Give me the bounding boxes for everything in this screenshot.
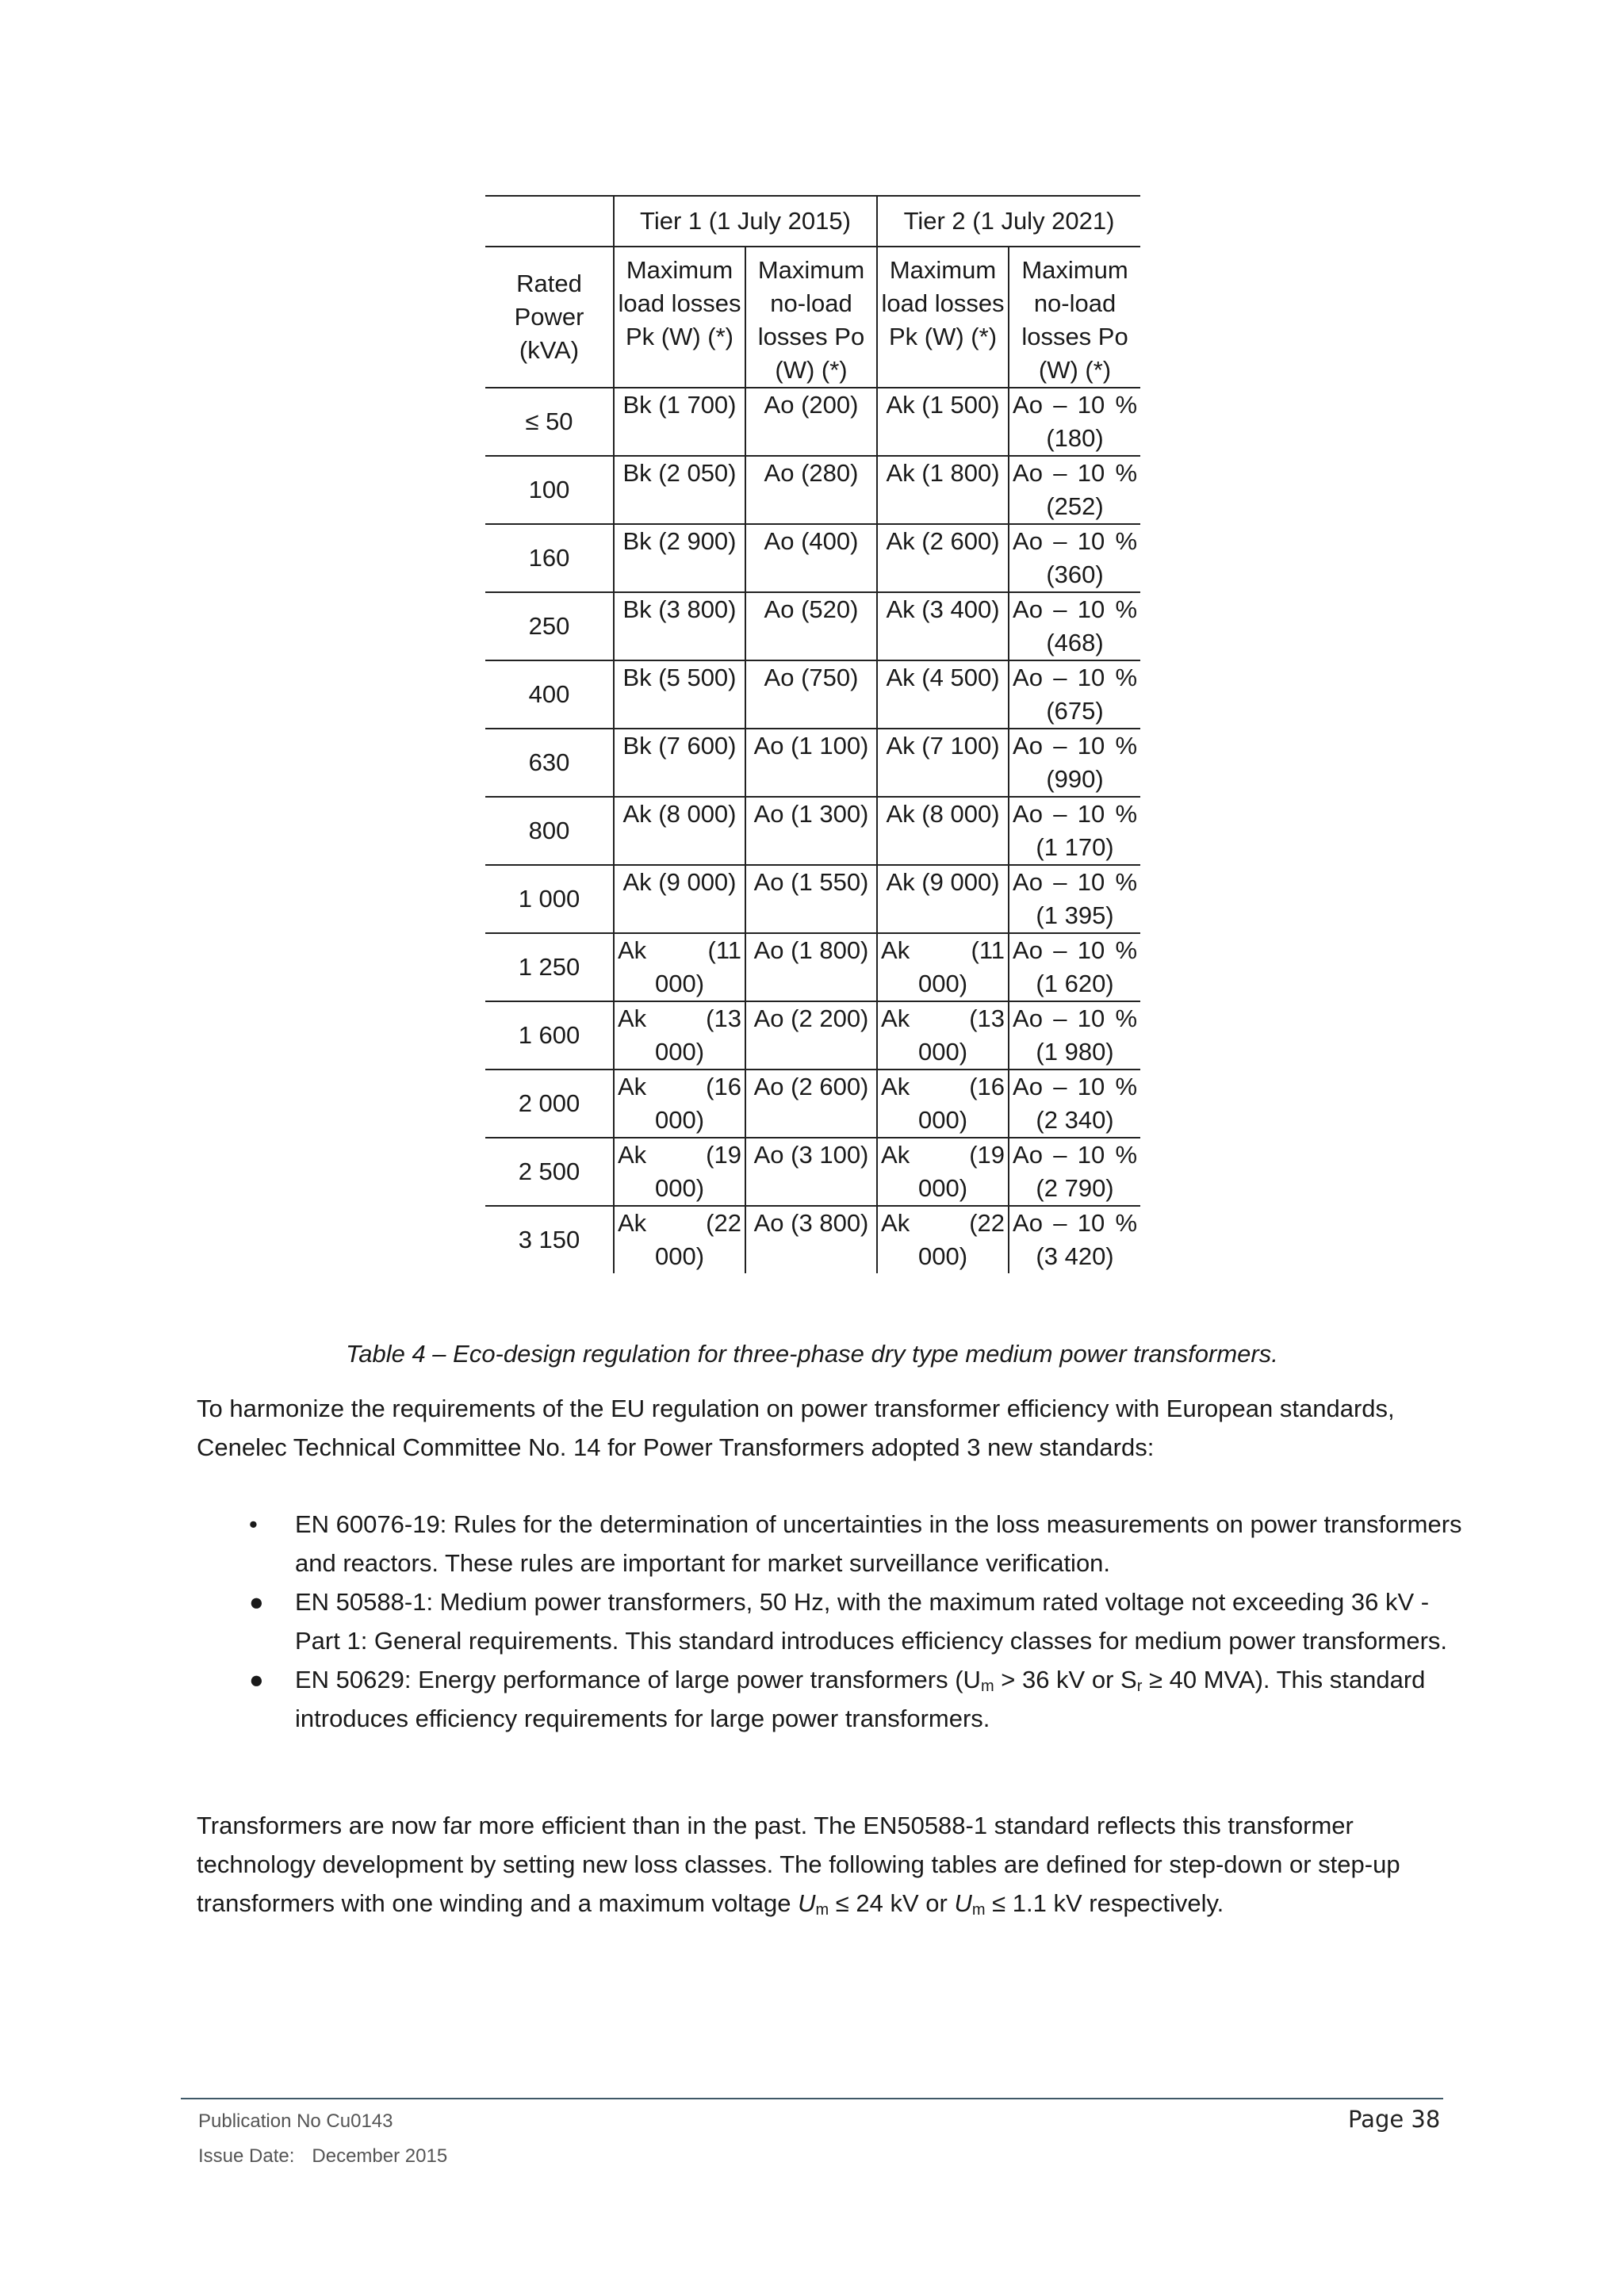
rated-power-cell: 800: [485, 797, 614, 865]
tier1-load-loss-cell: Ak (16 000): [614, 1070, 745, 1138]
tier2-load-loss-cell: Ak (9 000): [877, 865, 1009, 933]
tier1-noload-loss-cell: Ao (750): [745, 660, 877, 729]
tier1-noload-loss-cell: Ao (1 100): [745, 729, 877, 797]
tier2-noload-loss-cell: Ao – 10 % (360): [1009, 524, 1140, 592]
tier1-noload-loss-cell: Ao (280): [745, 456, 877, 524]
tier2-load-loss-cell: Ak (13 000): [877, 1001, 1009, 1070]
transformer-losses-table: [485, 195, 1140, 1273]
tier2-load-losses-header: Maximum load losses Pk (W) (*): [877, 247, 1009, 388]
tier1-load-loss-cell: Bk (2 900): [614, 524, 745, 592]
list-item: [197, 1582, 1465, 1660]
tier1-load-losses-header: Maximum load losses Pk (W) (*): [614, 247, 745, 388]
table-row: [485, 388, 1140, 456]
tier2-load-loss-cell: Ak (2 600): [877, 524, 1009, 592]
tier1-noload-loss-cell: Ao (520): [745, 592, 877, 660]
tier1-noload-losses-header: Maximum no-load losses Po (W) (*): [745, 247, 877, 388]
table-body: [485, 388, 1140, 1273]
bullet-icon: •: [249, 1510, 258, 1538]
tier2-load-loss-cell: Ak (1 800): [877, 456, 1009, 524]
tier2-noload-loss-cell: Ao – 10 % (990): [1009, 729, 1140, 797]
tier1-load-loss-cell: Ak (19 000): [614, 1138, 745, 1206]
column-header-row: [485, 247, 1140, 388]
tier2-noload-loss-cell: Ao – 10 % (180): [1009, 388, 1140, 456]
closing-paragraph: Transformers are now far more efficient than in the past. The EN50588-1 standard reflects this transformer technology development by setting new loss classes. The following tables are defined for step-down or step-up transformers with one winding and a maximum voltage $U_m \le 24$ kV or $U_m \le 1.1$ kV respectively.: [197, 1812, 1400, 1919]
tier1-load-loss-cell: Bk (5 500): [614, 660, 745, 729]
rated-power-cell: 1 250: [485, 933, 614, 1001]
tier1-noload-loss-cell: Ao (1 550): [745, 865, 877, 933]
footer-divider: [181, 2098, 1443, 2099]
tier1-noload-loss-cell: Ao (200): [745, 388, 877, 456]
tier2-load-loss-cell: Ak (7 100): [877, 729, 1009, 797]
tier2-noload-loss-cell: Ao – 10 % (1 620): [1009, 933, 1140, 1001]
rated-power-cell: 1 000: [485, 865, 614, 933]
rated-power-cell: 160: [485, 524, 614, 592]
tier2-load-loss-cell: Ak (22 000): [877, 1206, 1009, 1273]
tier2-load-loss-cell: Ak (11 000): [877, 933, 1009, 1001]
tier2-load-loss-cell: Ak (16 000): [877, 1070, 1009, 1138]
issue-date: Issue Date: December 2015: [198, 2145, 448, 2167]
table-row: [485, 524, 1140, 592]
standard-en-50629: EN 50629: Energy performance of large power transformers ($U_m > 36$ kV or $S_r \ge 40$ MVA). This standard introduces efficiency requirements for large power transformers.: [295, 1666, 1426, 1732]
table-caption: Table 4 – Eco-design regulation for three-phase dry type medium power transformers.: [346, 1340, 1278, 1368]
rated-power-cell: ≤ 50: [485, 388, 614, 456]
tier2-noload-loss-cell: Ao – 10 % (252): [1009, 456, 1140, 524]
table-row: [485, 1206, 1140, 1273]
rated-power-cell: 250: [485, 592, 614, 660]
tier1-noload-loss-cell: Ao (2 200): [745, 1001, 877, 1070]
tier-header-row: [485, 196, 1140, 247]
tier1-load-loss-cell: Ak (11 000): [614, 933, 745, 1001]
bullet-icon: ●: [249, 1666, 264, 1693]
tier1-noload-loss-cell: Ao (1 800): [745, 933, 877, 1001]
table-row: [485, 865, 1140, 933]
tier2-header: Tier 2 (1 July 2021): [877, 196, 1140, 247]
empty-corner-cell: [485, 196, 614, 247]
standards-list: [197, 1505, 1465, 1738]
tier2-load-loss-cell: Ak (19 000): [877, 1138, 1009, 1206]
tier2-load-loss-cell: Ak (4 500): [877, 660, 1009, 729]
tier2-load-loss-cell: Ak (3 400): [877, 592, 1009, 660]
rated-power-cell: 2 500: [485, 1138, 614, 1206]
tier1-load-loss-cell: Bk (2 050): [614, 456, 745, 524]
table-row: [485, 933, 1140, 1001]
tier2-noload-loss-cell: Ao – 10 % (2 340): [1009, 1070, 1140, 1138]
rated-power-cell: 1 600: [485, 1001, 614, 1070]
rated-power-cell: 630: [485, 729, 614, 797]
tier1-header: Tier 1 (1 July 2015): [614, 196, 877, 247]
table-row: [485, 729, 1140, 797]
tier2-load-loss-cell: Ak (1 500): [877, 388, 1009, 456]
standard-en-60076-19: EN 60076-19: Rules for the determination of uncertainties in the loss measurements on power transformers and reactors. These rules are important for market surveillance verification.: [295, 1510, 1462, 1577]
table-row: [485, 1001, 1140, 1070]
tier2-noload-loss-cell: Ao – 10 % (675): [1009, 660, 1140, 729]
rated-power-cell: 3 150: [518, 1226, 580, 1253]
table-row: [485, 1138, 1140, 1206]
table-row: [485, 660, 1140, 729]
list-item: [197, 1660, 1465, 1738]
tier2-noload-loss-cell: Ao – 10 % (1 980): [1009, 1001, 1140, 1070]
tier2-noload-loss-cell: Ao – 10 % (3 420): [1009, 1206, 1140, 1273]
table-row: [485, 797, 1140, 865]
list-item: [197, 1505, 1465, 1582]
tier1-load-loss-cell: Ak (8 000): [614, 797, 745, 865]
rated-power-cell: 400: [485, 660, 614, 729]
intro-paragraph: To harmonize the requirements of the EU regulation on power transformer efficiency with European standards, Cenelec Technical Committee No. 14 for Power Transformers adopted 3 new standards:: [197, 1395, 1395, 1461]
rated-power-header: Rated Power (kVA): [485, 247, 614, 388]
publication-number: Publication No Cu0143: [198, 2110, 393, 2132]
tier1-load-loss-cell: Bk (3 800): [614, 592, 745, 660]
page-number: Page 38: [1348, 2106, 1441, 2133]
table-row: [485, 1070, 1140, 1138]
table-row: [485, 456, 1140, 524]
tier1-noload-loss-cell: Ao (2 600): [745, 1070, 877, 1138]
tier1-load-loss-cell: Ak (13 000): [614, 1001, 745, 1070]
tier1-noload-loss-cell: Ao (1 300): [745, 797, 877, 865]
standard-en-50588-1: EN 50588-1: Medium power transformers, 50 Hz, with the maximum rated voltage not exceeding 36 kV - Part 1: General requirements. This standard introduces efficiency classes for medium power transformers.: [295, 1588, 1448, 1655]
table-row: [485, 592, 1140, 660]
tier1-load-loss-cell: Bk (7 600): [614, 729, 745, 797]
tier1-noload-loss-cell: Ao (3 800): [745, 1206, 877, 1273]
tier2-noload-loss-cell: Ao – 10 % (2 790): [1009, 1138, 1140, 1206]
rated-power-cell: 100: [485, 456, 614, 524]
tier2-noload-losses-header: Maximum no-load losses Po (W) (*): [1009, 247, 1140, 388]
tier1-load-loss-cell: Ak (22 000): [614, 1206, 745, 1273]
bullet-icon: ●: [249, 1588, 264, 1616]
tier2-noload-loss-cell: Ao – 10 % (1 170): [1009, 797, 1140, 865]
tier2-load-loss-cell: Ak (8 000): [877, 797, 1009, 865]
tier2-noload-loss-cell: Ao – 10 % (468): [1009, 592, 1140, 660]
tier1-load-loss-cell: Bk (1 700): [614, 388, 745, 456]
tier1-load-loss-cell: Ak (9 000): [614, 865, 745, 933]
rated-power-cell: 2 000: [485, 1070, 614, 1138]
tier1-noload-loss-cell: Ao (3 100): [745, 1138, 877, 1206]
tier2-noload-loss-cell: Ao – 10 % (1 395): [1009, 865, 1140, 933]
tier1-noload-loss-cell: Ao (400): [745, 524, 877, 592]
